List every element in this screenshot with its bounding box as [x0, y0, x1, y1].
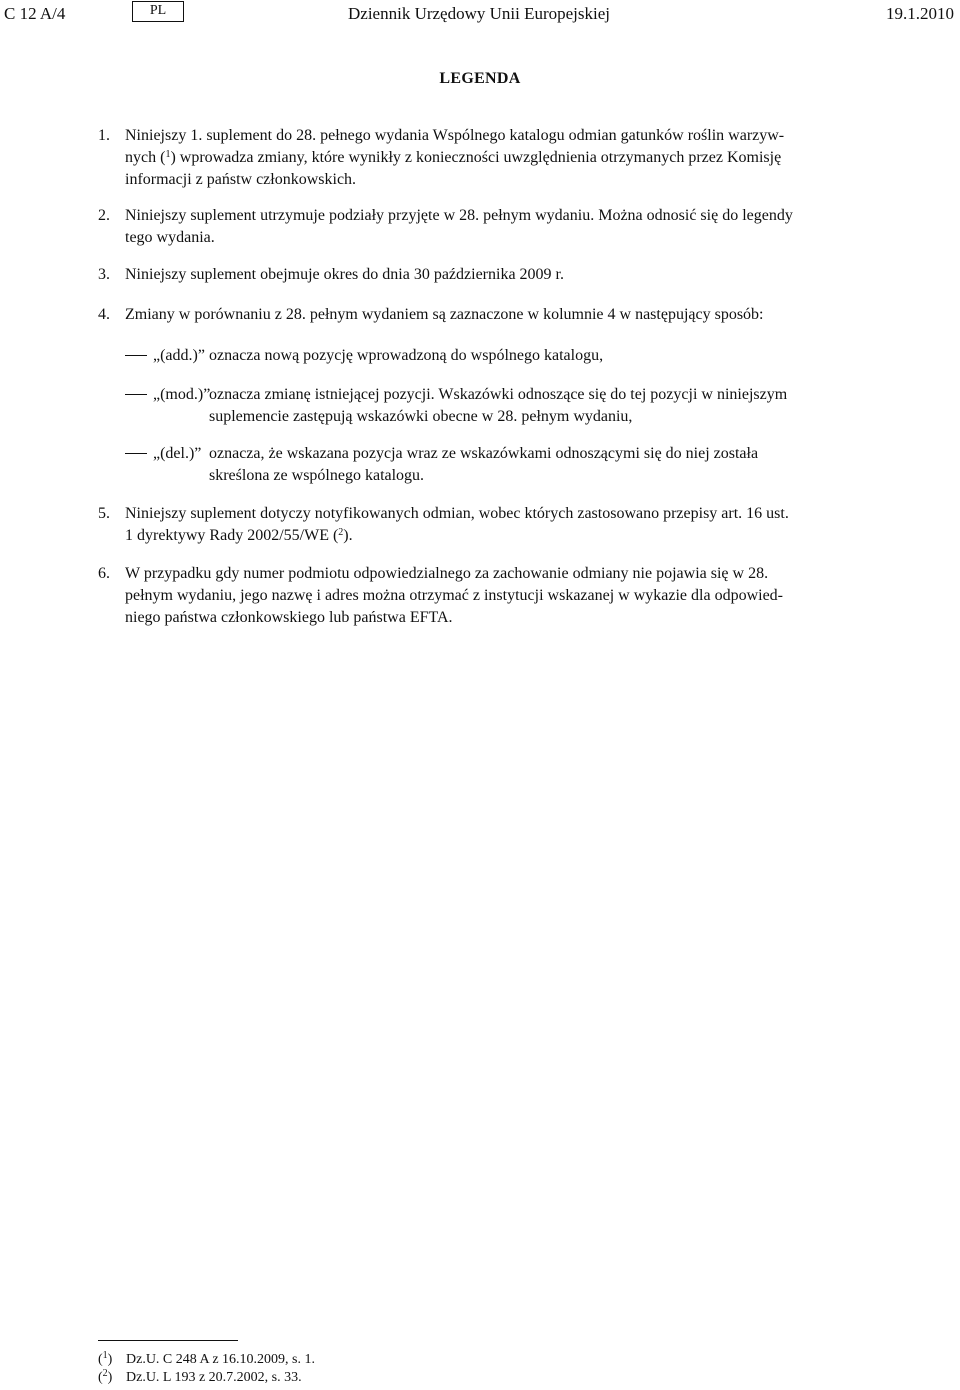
item-line: pełnym wydaniu, jego nazwę i adres można otrzymać z instytucji wskazanej w wykazie dla odpowied-: [125, 587, 783, 604]
item-line: W przypadku gdy numer podmiotu odpowiedzialnego za zachowanie odmiany nie pojawia się w 28.: [125, 565, 769, 582]
item-line: Zmiany w porównaniu z 28. pełnym wydaniem są zaznaczone w kolumnie 4 w następujący sposób:: [125, 306, 764, 323]
marker-code: „(del.)”: [153, 445, 202, 462]
item-number: 6.: [98, 565, 110, 582]
marker-line: oznacza nową pozycję wprowadzoną do wspólnego katalogu,: [209, 347, 604, 364]
marker-line: skreślona ze wspólnego katalogu.: [209, 467, 425, 484]
item-line: niego państwa członkowskiego lub państwa EFTA.: [125, 609, 453, 626]
item-line: [125, 525, 864, 547]
dash-bullet: [125, 355, 147, 356]
marker-description: [209, 384, 865, 428]
marker-description: [209, 443, 865, 487]
item-text: [125, 205, 864, 249]
item-text: [125, 304, 864, 326]
marker-description: [209, 345, 865, 367]
item-text: [125, 125, 864, 191]
item-number: 5.: [98, 505, 110, 522]
footnote-1: [98, 1351, 315, 1369]
item-line: tego wydania.: [125, 229, 215, 246]
journal-title: Dziennik Urzędowy Unii Europejskiej: [348, 4, 611, 23]
item-number: 4.: [98, 306, 110, 323]
item-line: informacji z państw członkowskich.: [125, 171, 357, 188]
dash-bullet: [125, 453, 147, 454]
footnote-ref-1[interactable]: 1: [165, 149, 171, 160]
footnote-ref-2[interactable]: 2: [338, 527, 344, 538]
footnote-divider: [98, 1340, 238, 1341]
item-line: [125, 147, 864, 169]
header-series: C 12 A/4: [4, 4, 66, 23]
marker-code: „(add.)”: [153, 347, 205, 364]
dash-bullet: [125, 394, 147, 395]
footnote-2: [98, 1369, 302, 1387]
item-number: 2.: [98, 207, 110, 224]
item-line-start: nych (: [125, 149, 166, 166]
item-line: Niniejszy suplement dotyczy notyfikowanych odmian, wobec których zastosowano przepisy art. 16 ust.: [125, 505, 789, 522]
item-text: [125, 563, 864, 629]
publication-date: 19.1.2010: [886, 4, 954, 23]
page-title: LEGENDA: [439, 70, 521, 87]
marker-line: oznacza zmianę istniejącej pozycji. Wskazówki odnoszące się do tej pozycji w niniejszym: [209, 386, 788, 403]
footnote-text: Dz.U. L 193 z 20.7.2002, s. 33.: [126, 1370, 302, 1385]
footnote-text: Dz.U. C 248 A z 16.10.2009, s. 1.: [126, 1352, 315, 1367]
item-line: Niniejszy 1. suplement do 28. pełnego wydania Wspólnego katalogu odmian gatunków roślin warzyw-: [125, 127, 785, 144]
marker-code: „(mod.)”: [153, 386, 211, 403]
item-line: Niniejszy suplement utrzymuje podziały przyjęte w 28. pełnym wydaniu. Można odnosić się do legendy: [125, 207, 793, 224]
marker-line: suplemencie zastępują wskazówki obecne w 28. pełnym wydaniu,: [209, 408, 633, 425]
item-text: [125, 264, 864, 286]
item-line-rest: ).: [343, 527, 353, 544]
item-line-start: 1 dyrektywy Rady 2002/55/WE (: [125, 527, 339, 544]
item-line: Niniejszy suplement obejmuje okres do dnia 30 października 2009 r.: [125, 266, 564, 283]
language-badge: PL: [132, 1, 184, 22]
item-line-rest: ) wprowadza zmiany, które wynikły z konieczności uwzględnienia otrzymanych przez Komisję: [170, 149, 782, 166]
item-number: 3.: [98, 266, 110, 283]
item-text: [125, 503, 864, 547]
footnote-mark: ($^1$): [98, 1350, 113, 1367]
item-number: 1.: [98, 127, 110, 144]
footnote-mark: ($^2$): [98, 1368, 113, 1385]
marker-line: oznacza, że wskazana pozycja wraz ze wskazówkami odnoszącymi się do niej została: [209, 445, 759, 462]
